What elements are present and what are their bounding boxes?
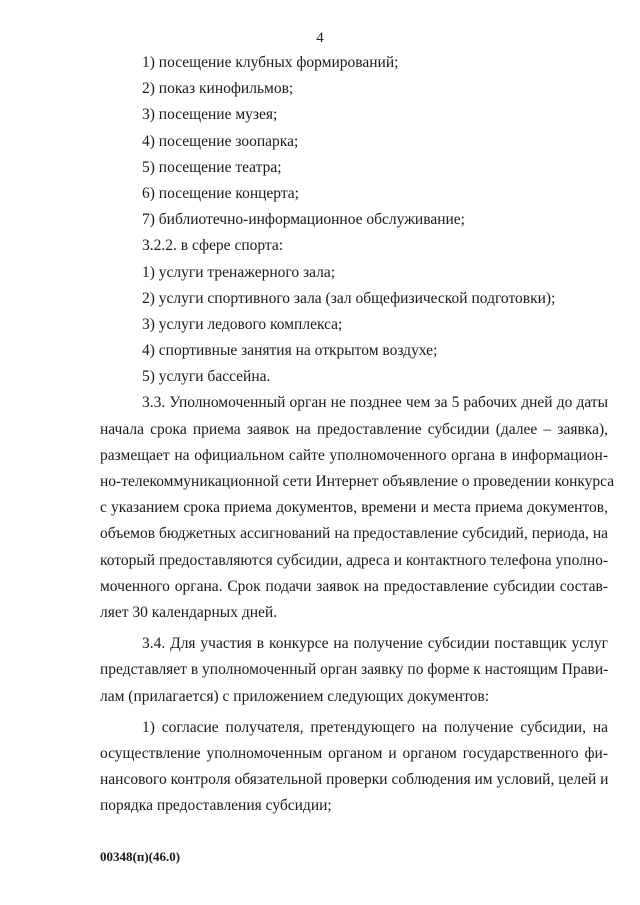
paragraph-line: 3.3. Уполномоченный орган не позднее чем за 5 рабочих дней до даты: [142, 394, 608, 412]
list-item: 2) показ кинофильмов;: [142, 80, 294, 98]
list-item: 3) посещение музея;: [142, 106, 278, 124]
paragraph-3-4: [100, 631, 608, 710]
list-item: 2) услуги спортивного зала (зал общефизической подготовки);: [142, 289, 556, 307]
paragraph-line: осуществление уполномоченным органом и органом государственного фи-: [100, 744, 608, 762]
list-item: 1) посещение клубных формирований;: [142, 54, 399, 71]
list-item: 6) посещение концерта;: [142, 184, 299, 202]
section-heading-sport: 3.2.2. в сфере спорта:: [142, 237, 284, 255]
paragraph-line: порядка предоставления субсидии;: [100, 797, 332, 815]
paragraph-3-3: [100, 390, 615, 626]
paragraph-line: нансового контроля обязательной проверки соблюдения им условий, целей и: [100, 771, 609, 789]
paragraph-line: представляет в уполномоченный орган заявку по форме к настоящим Прави-: [100, 661, 609, 679]
list-item: 7) библиотечно-информационное обслуживание;: [142, 211, 465, 229]
paragraph-line: с указанием срока приема документов, времени и места приема документов,: [100, 499, 608, 517]
paragraph-line: начала срока приема заявок на предоставление субсидии (далее – заявка),: [100, 420, 608, 438]
paragraph-line: ляет 30 календарных дней.: [100, 603, 278, 621]
list-item: 4) посещение зоопарка;: [142, 132, 299, 150]
list-item: 3) услуги ледового комплекса;: [142, 315, 343, 333]
list-item: 1) услуги тренажерного зала;: [142, 263, 336, 281]
paragraph-line: моченного органа. Срок подачи заявок на предоставление субсидии состав-: [100, 577, 608, 595]
paragraph-line: но-телекоммуникационной сети Интернет объявление о проведении конкурса: [100, 473, 615, 490]
list-item: 5) услуги бассейна.: [142, 368, 271, 386]
document-code: 00348(п)(46.0): [100, 849, 181, 864]
page-number: 4: [316, 30, 324, 46]
list-item: 4) спортивные занятия на открытом воздухе;: [142, 342, 438, 360]
sport-list: [100, 260, 608, 391]
paragraph-line: 1) согласие получателя, претендующего на получение субсидии, на: [142, 718, 608, 736]
paragraph-line: лам (прилагается) с приложением следующих документов:: [100, 687, 490, 705]
paragraph-line: объемов бюджетных ассигнований на предоставление субсидий, периода, на: [100, 525, 608, 543]
paragraph-3-4-1: [100, 715, 608, 820]
paragraph-line: размещает на официальном сайте уполномоченного органа в информацион-: [100, 446, 608, 464]
culture-list: [100, 50, 608, 233]
document-body: [100, 50, 615, 819]
list-item: 5) посещение театра;: [142, 158, 282, 176]
paragraph-line: который предоставляются субсидии, адреса и контактного телефона уполно-: [100, 551, 609, 569]
paragraph-line: 3.4. Для участия в конкурсе на получение субсидии поставщик услуг: [142, 635, 608, 653]
